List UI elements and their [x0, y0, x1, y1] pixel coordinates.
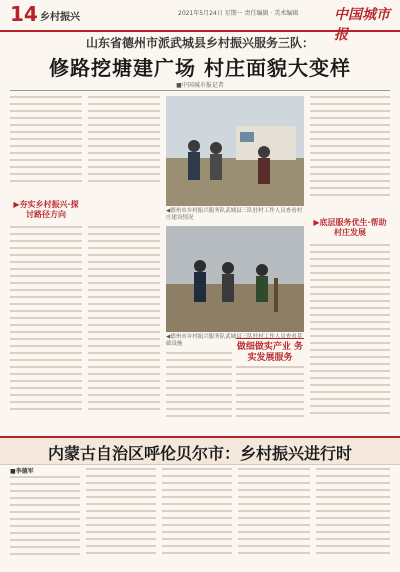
lead-headline: 修路挖塘建广场 村庄面貌大变样: [49, 56, 351, 80]
section-title: 乡村振兴: [40, 12, 80, 23]
photo-image: [166, 96, 304, 206]
photo-image-2: [166, 226, 304, 332]
lead-byline: ■中国城市报记者: [176, 82, 224, 89]
lead-column-4: [236, 366, 304, 428]
masthead-logo: 中国城市报: [334, 7, 390, 43]
second-column-1: [10, 476, 80, 568]
page-number: 14: [10, 2, 38, 26]
subhead-left: ▶夯实乡村振兴·探讨路径方向: [13, 200, 79, 219]
pull-quote: 做细做实产业 务实发展服务: [236, 338, 304, 368]
lead-column-3: [166, 352, 232, 428]
subhead-right: ▶底层服务优生·帮助村庄发展: [313, 218, 387, 237]
second-column-5: [316, 468, 390, 568]
photo-workers-field: [166, 96, 304, 206]
second-column-3: [162, 468, 232, 568]
dateline: 2021年5月24日 星期一 责任编辑 · 美术编辑: [178, 10, 299, 17]
caption-photo-2: ◀德州市乡村振兴服务队武城县三队驻村工作人员查看基础设施: [166, 334, 303, 347]
caption-photo-1: ◀德州市乡村振兴服务队武城县三队驻村工作人员查看村庄建设情况: [166, 208, 303, 221]
secondary-author: ■李德军: [10, 468, 34, 475]
lead-column-2: [88, 96, 160, 194]
lead-column-1: [10, 96, 82, 194]
lead-column-1b: [10, 226, 82, 426]
photo-workers-site: [166, 226, 304, 332]
divider: [10, 90, 390, 91]
lead-column-5b: [310, 244, 390, 428]
secondary-headline: 内蒙古自治区呼伦贝尔市：乡村振兴进行时: [47, 444, 352, 463]
lead-kicker: 山东省德州市派武城县乡村振兴服务三队：: [85, 36, 314, 50]
second-column-2: [86, 468, 156, 568]
lead-column-5: [310, 96, 390, 214]
lead-column-2b: [88, 226, 160, 426]
second-column-4: [238, 468, 310, 568]
